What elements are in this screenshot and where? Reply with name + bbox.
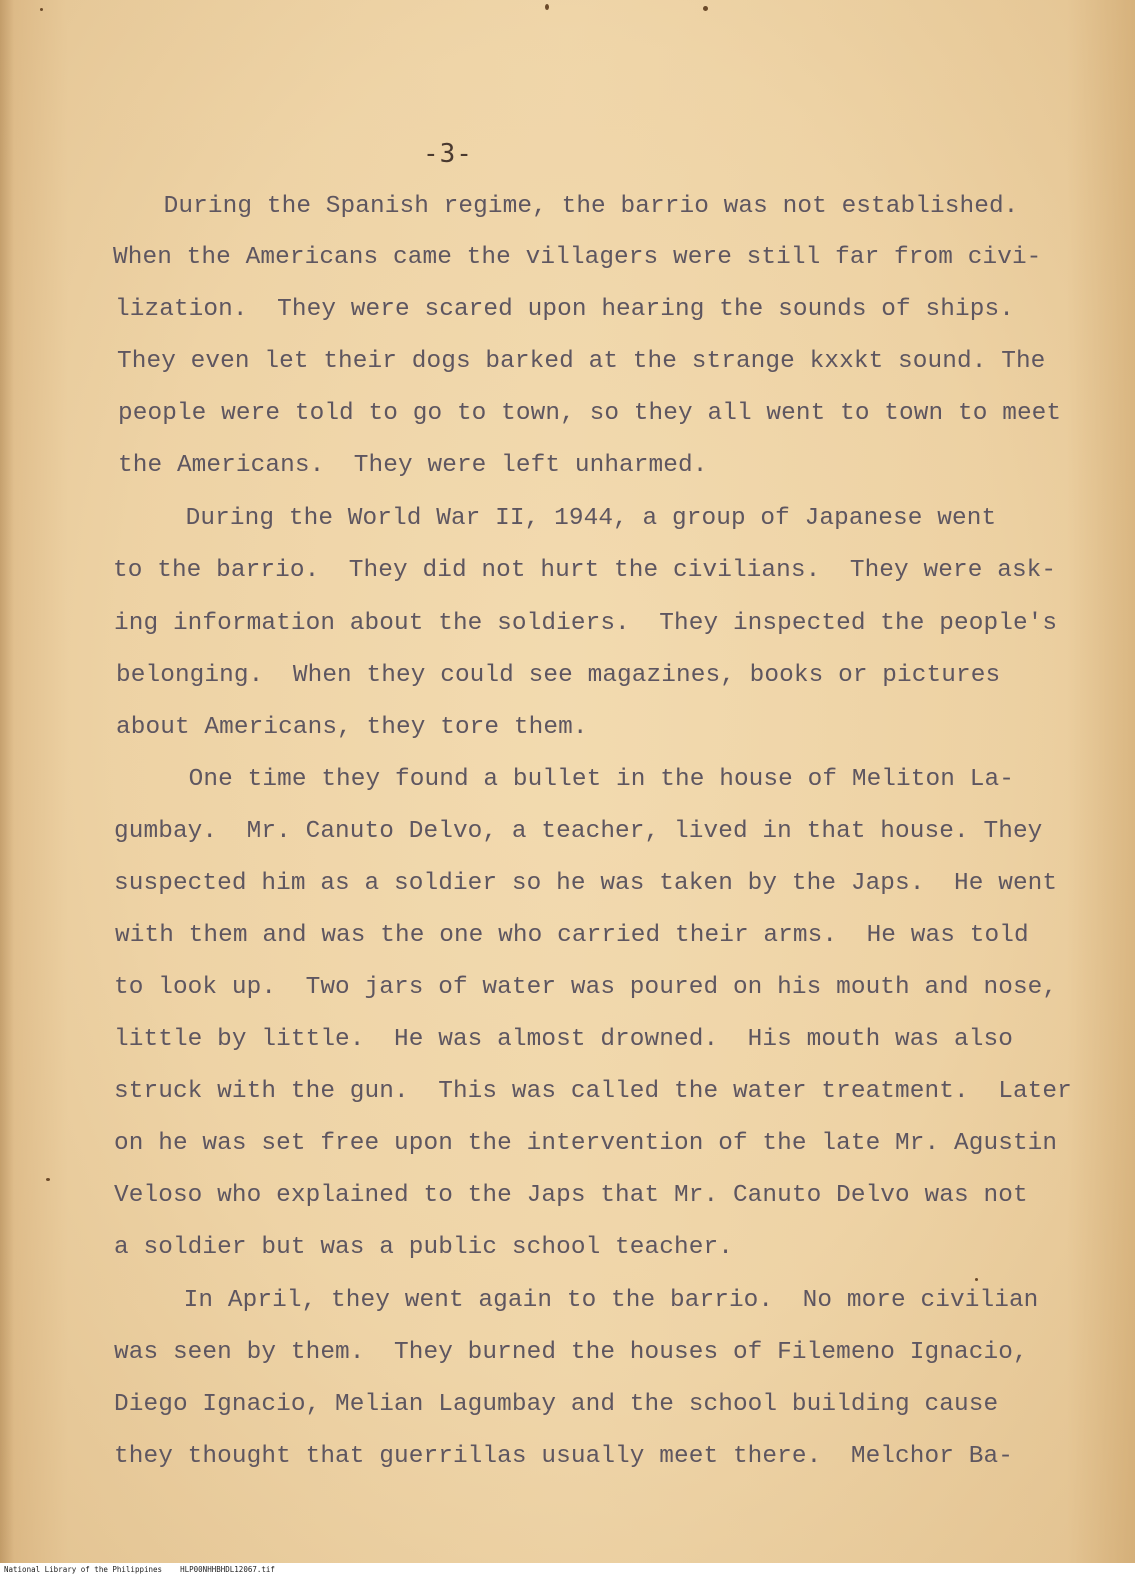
- text-line: suspected him as a soldier so he was taken by the Japs. He went: [114, 870, 1058, 897]
- text-line: During the World War II, 1944, a group of Japanese went: [112, 505, 997, 532]
- text-line: Diego Ignacio, Melian Lagumbay and the school building cause: [114, 1391, 999, 1418]
- text-line: to look up. Two jars of water was poured on his mouth and nose,: [114, 974, 1058, 1001]
- text-line: When the Americans came the villagers were still far from civi-: [113, 244, 1042, 271]
- text-line: They even let their dogs barked at the strange kxxkt sound. The: [117, 348, 1046, 375]
- text-line: to the barrio. They did not hurt the civilians. They were ask-: [113, 557, 1057, 584]
- text-line: little by little. He was almost drowned. His mouth was also: [114, 1026, 1013, 1053]
- text-line: about Americans, they tore them.: [116, 714, 588, 741]
- page-number: -3-: [423, 139, 473, 169]
- text-line: with them and was the one who carried their arms. He was told: [115, 922, 1029, 949]
- text-line: on he was set free upon the intervention of the late Mr. Agustin: [114, 1130, 1058, 1157]
- text-line: lization. They were scared upon hearing the sounds of ships.: [115, 296, 1014, 323]
- text-line: was seen by them. They burned the houses of Filemeno Ignacio,: [114, 1339, 1028, 1366]
- text-line: the Americans. They were left unharmed.: [118, 452, 708, 479]
- text-line: gumbay. Mr. Canuto Delvo, a teacher, lived in that house. They: [114, 818, 1043, 845]
- text-line: ing information about the soldiers. They inspected the people's: [114, 610, 1058, 637]
- text-line: One time they found a bullet in the house of Meliton La-: [115, 766, 1014, 793]
- text-line: they thought that guerrillas usually meet there. Melchor Ba-: [114, 1443, 1013, 1470]
- scan-footer-text: National Library of the Philippines HLP00NHHBHDL12067.tif: [4, 1565, 275, 1574]
- text-line: people were told to go to town, so they all went to town to meet: [118, 400, 1062, 427]
- text-line: Veloso who explained to the Japs that Mr. Canuto Delvo was not: [114, 1182, 1028, 1209]
- text-line: In April, they went again to the barrio. No more civilian: [110, 1287, 1039, 1314]
- text-line: belonging. When they could see magazines, books or pictures: [116, 662, 1001, 689]
- text-line: During the Spanish regime, the barrio was not established.: [90, 193, 1019, 220]
- text-line: struck with the gun. This was called the water treatment. Later: [114, 1078, 1072, 1105]
- text-line: a soldier but was a public school teacher.: [114, 1234, 733, 1261]
